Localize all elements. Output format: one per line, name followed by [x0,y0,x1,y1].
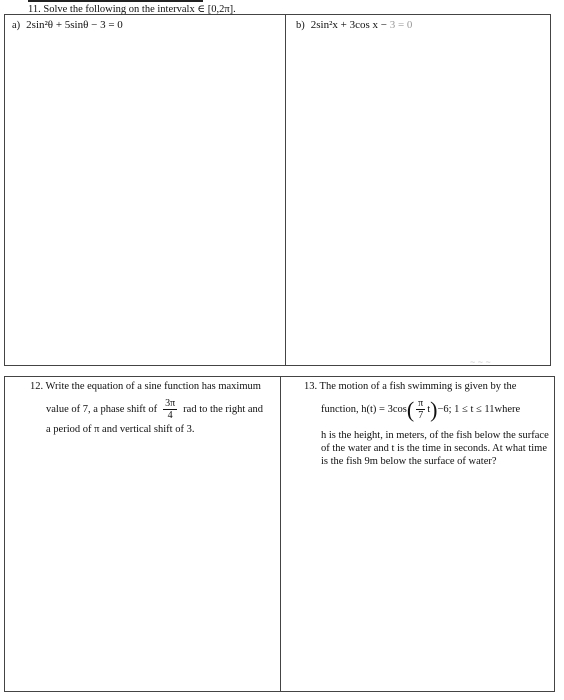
q13-line2-end: −6; 1 ≤ t ≤ 11where [437,404,521,415]
part-b-equation-tail: 3 = 0 [389,19,413,31]
faint-watermark-mark: ~ ~ ~ [470,357,491,367]
phase-shift-denominator: 4 [167,410,173,421]
cos-fraction-numerator: π [418,398,424,409]
question-11-part-a [12,19,123,31]
cos-argument-fraction [416,398,425,421]
question-12-title: 12. Write the equation of a sine function has maximum [30,381,261,392]
question-13-body: h is the height, in meters, of the fish below the surface of the water and t is the time in seconds. At what time is the fish 9m below the surface of water? [321,430,549,467]
question-12-line-2 [46,398,263,421]
part-a-equation: 2sin²θ + 5sinθ − 3 = 0 [26,19,123,31]
phase-shift-fraction [163,398,177,421]
phase-shift-numerator: 3π [165,398,176,409]
question-11-answer-box [4,14,551,366]
left-paren: ( [406,396,415,422]
part-b-label: b) [296,20,305,31]
part-a-label: a) [12,20,21,31]
question-11-part-b [296,19,412,31]
bottom-column-divider [280,376,281,692]
question-11-header: 11. Solve the following on the intervalx ∈ [0,2π]. [28,4,236,15]
right-paren: ) [430,396,438,422]
q13-line2-start: function, h(t) = 3cos [321,404,407,415]
left-margin-tick [4,365,12,366]
question-13-function-line [321,398,520,421]
cos-fraction-denominator: 7 [418,410,424,421]
cutoff-header-rule [28,0,203,2]
top-column-divider [285,14,286,366]
question-13-title: 13. The motion of a fish swimming is given by the [304,381,517,392]
q12-line2-end: rad to the right and [183,404,264,415]
question-12-line-3: a period of π and vertical shift of 3. [46,424,195,435]
part-b-equation [311,19,413,31]
part-b-equation-main: 2sin²x + 3cos x − [310,19,387,31]
q12-line2-start: value of 7, a phase shift of [46,404,158,415]
cos-argument-variable: t [427,404,431,415]
